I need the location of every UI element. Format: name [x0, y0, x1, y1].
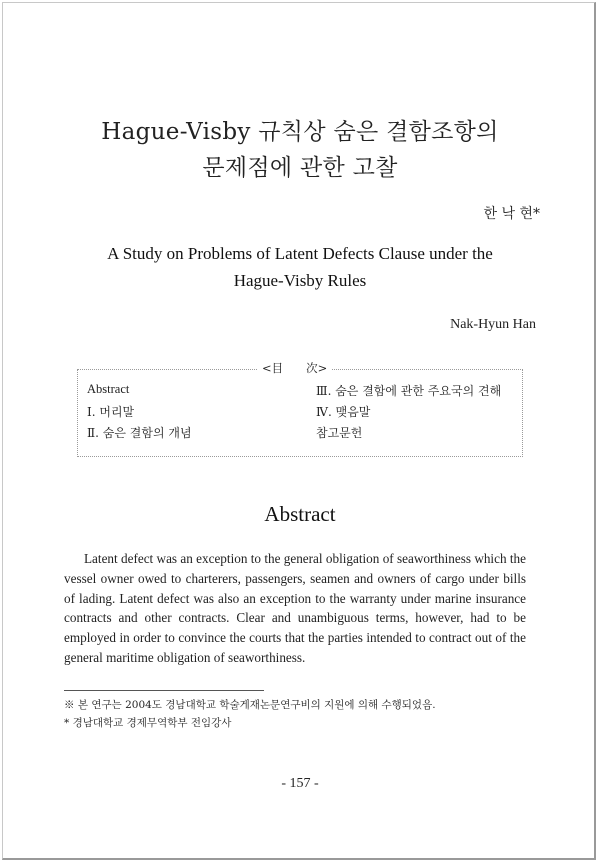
- page-number: - 157 -: [281, 776, 319, 791]
- toc-item-conclusion: Ⅳ. 맺음말: [316, 405, 371, 419]
- footnote-affiliation: * 경남대학교 경제무역학부 전임강사: [64, 717, 232, 729]
- footnote-rule: [64, 690, 264, 691]
- toc-item-views: Ⅲ. 숨은 결함에 관한 주요국의 견해: [316, 384, 502, 398]
- toc-heading: <目 次>: [258, 360, 331, 376]
- paper-title-korean-line2: 문제점에 관한 고찰: [202, 155, 398, 181]
- abstract-body: Latent defect was an exception to the general obligation of seaworthiness which the vessel owner owed to charterers, passengers, seamen and owners of cargo under bills of lading. Latent defect was also an exception to the warranty under marine insurance contracts and other contracts. Clear and unambiguous terms, however, had to be employed in order to convince the courts that the parties intended to contract out of the general maritime obligation of seaworthiness.: [64, 551, 526, 665]
- toc-item-abstract: Abstract: [87, 382, 130, 396]
- author-english: Nak-Hyun Han: [450, 317, 536, 332]
- author-korean: 한 낙 현*: [483, 206, 540, 222]
- paper-title-korean-line1: Hague-Visby 규칙상 숨은 결함조항의: [101, 119, 499, 145]
- paper-title-english-line2: Hague-Visby Rules: [233, 271, 367, 290]
- toc-item-references: 참고문헌: [316, 426, 363, 440]
- footnote-funding: ※ 본 연구는 2004도 경남대학교 학술게재논문연구비의 지원에 의해 수행되었음.: [64, 699, 436, 711]
- paper-title-english-line1: A Study on Problems of Latent Defects Clause under the: [107, 244, 493, 263]
- toc-item-concept: Ⅱ. 숨은 결함의 개념: [87, 426, 192, 440]
- abstract-heading: Abstract: [264, 502, 336, 526]
- toc-item-introduction: Ⅰ. 머리말: [87, 405, 135, 419]
